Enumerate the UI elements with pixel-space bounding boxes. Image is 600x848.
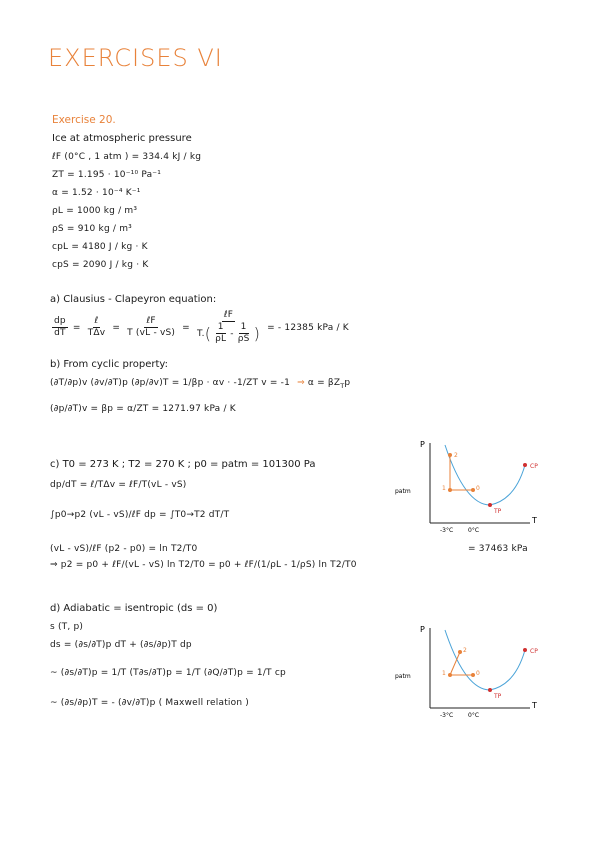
part-d-line4: ~ (∂s/∂p)T = - (∂v/∂T)p ( Maxwell relation ) [50,698,249,708]
point-0 [471,488,475,492]
cp-label: CP [530,648,538,655]
part-a-heading: a) Clausius - Clapeyron equation: [50,294,217,305]
p-axis-label: P [420,625,425,634]
patm-label: patm [395,488,411,495]
phase-diagram-c [390,435,560,535]
vaporization-curve [490,465,525,505]
exercise-label: Exercise 20. [52,114,116,126]
melting-curve [445,445,490,505]
part-b-result-line: (∂p/∂T)v = βp = α/ZT = 1271.97 kPa / K [50,404,236,414]
x-tick-2: 0°C [468,712,480,719]
given-cp-solid: cpS = 2090 J / kg · K [52,260,149,270]
label-1: 1 [442,670,446,677]
part-d-line3: ~ (∂s/∂T)p = 1/T (T∂s/∂T)p = 1/T (∂Q/∂T)p = 1/T cp [50,668,286,678]
p-axis-label: P [420,440,425,449]
point-2 [458,650,462,654]
phase-diagram-d [390,620,560,720]
melting-curve [445,630,490,690]
part-d-heading: d) Adiabatic = isentropic (ds = 0) [50,603,218,614]
label-1: 1 [442,485,446,492]
x-tick-2: 0°C [468,527,480,534]
part-d-line2: ds = (∂s/∂T)p dT + (∂s/∂p)T dp [50,640,192,650]
part-c-heading: c) T0 = 273 K ; T2 = 270 K ; p0 = patm = 101300 Pa [50,459,316,470]
intro-heading: Ice at atmospheric pressure [52,133,192,144]
part-c-integral: ∫p0→p2 (vL - vS)/ℓF dp = ∫T0→T2 dT/T [50,510,230,520]
part-b-heading: b) From cyclic property: [50,359,168,370]
t-axis-label: T [532,516,537,525]
x-tick-1: -3°C [440,712,454,719]
patm-label: patm [395,673,411,680]
given-alpha: α = 1.52 · 10⁻⁴ K⁻¹ [52,188,141,198]
part-c-solution-b: ⇒ p2 = p0 + ℓF/(vL - vS) ln T2/T0 = p0 + ℓF/(1/ρL - 1/ρS) ln T2/T0 [50,560,357,570]
tp-label: TP [494,508,502,515]
triple-point [488,503,492,507]
given-rho-solid: ρS = 910 kg / m³ [52,224,132,234]
part-b-cyclic-line: (∂T/∂p)v (∂v/∂T)p (∂p/∂v)T = 1/βp · αv · -1/ZT v = -1 ⇒ $\alpha = \beta Z_Tp$ [50,378,351,390]
label-0: 0 [476,670,480,677]
part-a-result: = - 12385 kPa / K [267,323,349,333]
label-2: 2 [454,452,458,459]
page-title: EXERCISES VI [48,44,223,72]
triple-point [488,688,492,692]
tp-label: TP [494,693,502,700]
label-2: 2 [463,647,467,654]
part-c-result: = 37463 kPa [468,544,528,554]
point-1 [448,673,452,677]
given-rho-liquid: ρL = 1000 kg / m³ [52,206,138,216]
part-a-equation: $\frac{dp}{dT}$ = $\frac{\text{ℓ}}{\text{TΔv}}$ = $\frac{\text{ℓF}}{T (vL - vS)}$ = ℓF T.( $\frac{1}{\rho L}$ - $\frac{1}{\rho S}$ ) = - 12385 kPa / K [54,310,349,344]
critical-point [523,648,527,652]
x-tick-1: -3°C [440,527,454,534]
given-compressibility: ZT = 1.195 · 10⁻¹⁰ Pa⁻¹ [52,170,162,180]
label-0: 0 [476,485,480,492]
given-cp-liquid: cpL = 4180 J / kg · K [52,242,148,252]
point-2 [448,453,452,457]
part-c-clapeyron: dp/dT = ℓ/TΔv = ℓF/T(vL - vS) [50,480,187,490]
given-latent-heat: ℓF (0°C , 1 atm ) = 334.4 kJ / kg [52,152,202,162]
point-0 [471,673,475,677]
critical-point [523,463,527,467]
cp-label: CP [530,463,538,470]
part-c-solution-a: (vL - vS)/ℓF (p2 - p0) = ln T2/T0 [50,544,198,554]
vaporization-curve [490,650,525,690]
point-1 [448,488,452,492]
t-axis-label: T [532,701,537,710]
part-d-line1: s (T, p) [50,622,84,632]
